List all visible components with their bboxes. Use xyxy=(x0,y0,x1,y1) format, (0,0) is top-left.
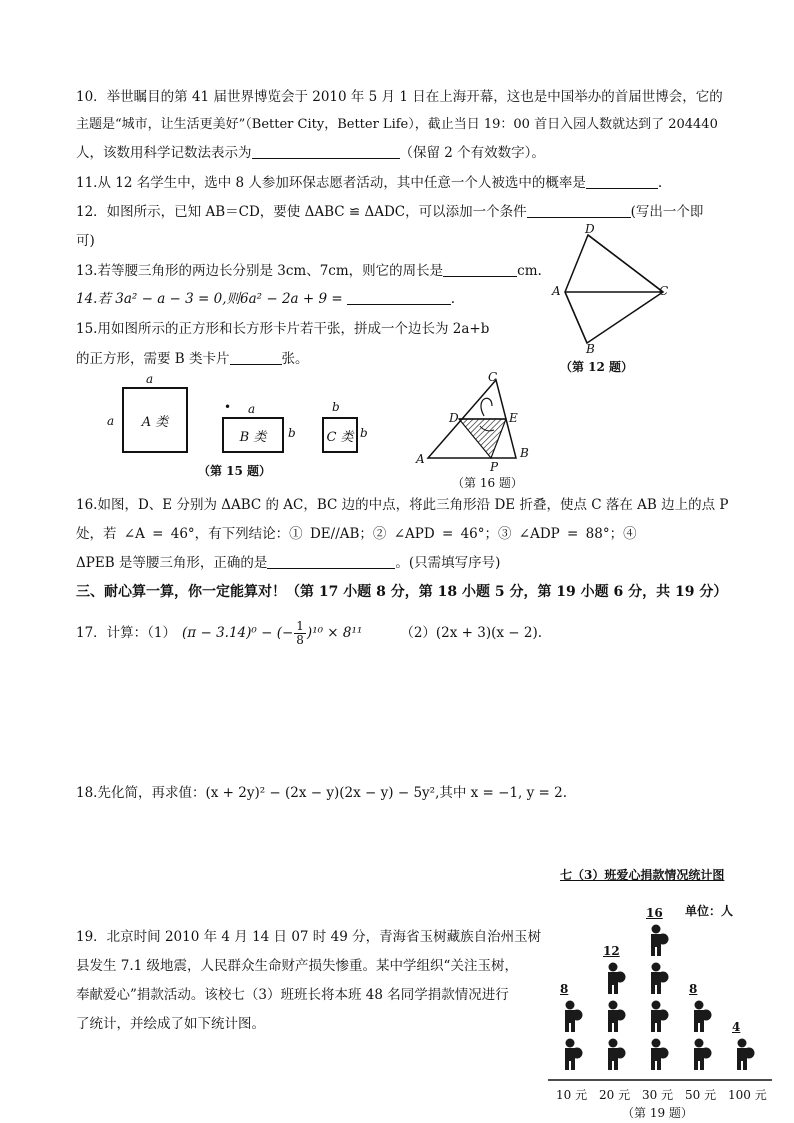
q17-prefix: 17．计算：（1） xyxy=(76,625,177,641)
fig15-card-a xyxy=(122,387,188,453)
q16-line2: 处，若 ∠A = 46°，有下列结论：① DE//AB；② ∠APD = 46°；③ ∠ADP = 88°；④ xyxy=(76,526,637,542)
q14-text: 14.若 3a² − a − 3 = 0,则6a² − 2a + 9 = xyxy=(76,291,343,307)
q17-part2: （2）(2x + 3)(x − 2). xyxy=(400,625,543,641)
chart-bar-3 xyxy=(694,1001,712,1071)
q15-text-tail: 张。 xyxy=(281,351,309,367)
chart-title: 七（3）班爱心捐款情况统计图 xyxy=(560,868,725,882)
q17-line xyxy=(76,620,542,647)
q13-line xyxy=(76,262,542,280)
q19-line1: 19．北京时间 2010 年 4 月 14 日 07 时 49 分，青海省玉树藏族自治州玉树 xyxy=(76,929,542,945)
fig16-label-p: P xyxy=(490,460,499,474)
chart-category-label: 30 元 xyxy=(642,1088,674,1102)
q14-answer-blank[interactable] xyxy=(347,290,451,305)
fig15-card-b xyxy=(222,417,284,453)
fig16-caption: （第 16 题） xyxy=(452,476,523,490)
chart-category-label: 100 元 xyxy=(728,1088,767,1102)
fig15-card-a-label: A 类 xyxy=(141,414,169,430)
q17-expr1a: (π − 3.14)⁰ − (− xyxy=(182,625,294,641)
q15-answer-blank[interactable] xyxy=(230,350,282,365)
q10-line2: 主题是“城市，让生活更美好”（Better City，Better Life），截止当日 19：00 首日入园人数就达到了 204440 xyxy=(76,117,718,132)
person-icon xyxy=(651,925,669,957)
person-icon xyxy=(694,1001,712,1033)
fig12-side-ab xyxy=(565,292,587,343)
person-icon xyxy=(737,1039,755,1071)
chart-bar-2 xyxy=(651,925,669,1071)
q10-line3-tail: （保留 2 个有效数字）。 xyxy=(399,145,545,161)
section3-title: 三、耐心算一算，你一定能算对！（第 17 小题 8 分，第 18 小题 5 分，第 19 小题 6 分，共 19 分） xyxy=(76,584,728,600)
person-icon xyxy=(651,1001,669,1033)
q10-line1: 10．举世瞩目的第 41 届世界博览会于 2010 年 5 月 1 日在上海开幕，这也是中国举办的首届世博会，它的 xyxy=(76,89,723,105)
fig16-label-e: E xyxy=(509,411,518,425)
chart-value-label: 16 xyxy=(646,906,663,920)
q15-line2 xyxy=(76,350,309,368)
person-icon xyxy=(608,963,626,995)
q18-line: 18.先化简，再求值：(x + 2y)² − (2x − y)(2x − y) − 5y²,其中 x = −1, y = 2. xyxy=(76,785,568,801)
fig15-b-card-a-label: a xyxy=(248,402,256,416)
q17-frac-num: 1 xyxy=(296,619,304,633)
q10-line3 xyxy=(76,144,545,162)
person-icon xyxy=(608,1001,626,1033)
fig12-side-cd xyxy=(588,235,663,292)
chart-category-label: 10 元 xyxy=(556,1088,588,1102)
q17-expr1b: )¹⁰ × 8¹¹ xyxy=(306,625,363,641)
q16-text: ΔPEB 是等腰三角形，正确的是 xyxy=(76,555,268,571)
q11-text: 11.从 12 名学生中，选中 8 人参加环保志愿者活动，其中任意一个人被选中的概率是 xyxy=(76,175,586,191)
q11-answer-blank[interactable] xyxy=(586,174,658,189)
fig12-label-d: D xyxy=(585,222,595,236)
fig15-c-right-label: b xyxy=(360,426,368,440)
q15-line1: 15.用如图所示的正方形和长方形卡片若干张，拼成一个边长为 2a+b xyxy=(76,321,490,337)
chart-bar-1 xyxy=(608,963,626,1071)
chart-value-label: 4 xyxy=(732,1020,741,1034)
q10-line3-text: 人，该数用科学记数法表示为 xyxy=(76,145,252,161)
fig15-card-b-label: B 类 xyxy=(239,429,267,445)
q16-text-tail: 。(只需填写序号) xyxy=(395,555,501,571)
fig16-fold-arrow xyxy=(481,398,492,416)
q16-line3 xyxy=(76,554,500,572)
q15-text: 的正方形，需要 B 类卡片 xyxy=(76,351,230,367)
q19-line3: 奉献爱心”捐款活动。该校七（3）班班长将本班 48 名同学捐款情况进行 xyxy=(76,987,509,1003)
q19-line4: 了统计，并绘成了如下统计图。 xyxy=(76,1016,265,1032)
q16-answer-blank[interactable] xyxy=(267,554,395,569)
chart-caption: （第 19 题） xyxy=(622,1106,693,1120)
chart-category-label: 20 元 xyxy=(599,1088,631,1102)
fig15-b-card-b-label: b xyxy=(288,426,296,440)
fig15-a-top-label: a xyxy=(146,372,154,386)
fig16-label-b: B xyxy=(520,446,529,460)
fig12-label-b: B xyxy=(586,342,595,356)
person-icon xyxy=(651,963,669,995)
person-icon xyxy=(651,1039,669,1071)
q19-line2: 县发生 7.1 级地震，人民群众生命财产损失惨重。某中学组织“关注玉树， xyxy=(76,958,518,974)
q12-text-tail: (写出一个即 xyxy=(630,204,704,220)
q12-text: 12．如图所示，已知 AB＝CD，要使 ΔABC ≌ ΔADC，可以添加一个条件 xyxy=(76,204,527,220)
chart-value-label: 12 xyxy=(603,944,620,958)
chart-unit-label: 单位：人 xyxy=(685,904,734,918)
chart-bar-0 xyxy=(565,1001,583,1071)
chart-value-label: 8 xyxy=(560,982,569,996)
fig12-label-c: C xyxy=(659,284,669,298)
q10-answer-blank[interactable] xyxy=(252,144,400,159)
q13-text: 13.若等腰三角形的两边长分别是 3cm、7cm，则它的周长是 xyxy=(76,263,444,279)
q12-line1 xyxy=(76,203,703,221)
q17-fraction xyxy=(294,620,306,647)
fig12-label-a: A xyxy=(552,284,561,298)
person-icon xyxy=(565,1001,583,1033)
fig16-label-a: A xyxy=(416,452,425,466)
q16-line1: 16.如图，D、E 分别为 ΔABC 的 AC，BC 边的中点，将此三角形沿 DE 折叠，使点 C 落在 AB 边上的点 P xyxy=(76,497,729,513)
chart-category-label: 50 元 xyxy=(685,1088,717,1102)
fig15-card-c-label: C 类 xyxy=(326,429,354,445)
q12-answer-blank[interactable] xyxy=(527,203,631,218)
fig16-folded-triangle xyxy=(459,419,506,458)
fig16-label-c: C xyxy=(488,370,498,384)
fig15-caption: （第 15 题） xyxy=(198,464,272,478)
fig12-caption: （第 12 题） xyxy=(560,360,634,374)
q13-unit: cm. xyxy=(517,263,542,279)
chart-bar-4 xyxy=(737,1039,755,1071)
fig15-card-c xyxy=(322,417,358,453)
fig16-label-d: D xyxy=(449,411,459,425)
q11-line: 11.从 12 名学生中，选中 8 人参加环保志愿者活动，其中任意一个人被选中的概率是 . xyxy=(76,175,663,191)
q14-line: 14.若 3a² − a − 3 = 0,则6a² − 2a + 9 = . xyxy=(76,291,455,307)
q17-frac-den: 8 xyxy=(296,633,304,647)
person-icon xyxy=(565,1039,583,1071)
fig15-dot: • xyxy=(224,400,232,414)
fig15-a-left-label: a xyxy=(107,414,115,428)
person-icon xyxy=(694,1039,712,1071)
q13-answer-blank[interactable] xyxy=(443,262,517,277)
q12-line2: 可) xyxy=(76,233,95,249)
fig15-c-top-label: b xyxy=(332,400,340,414)
person-icon xyxy=(608,1039,626,1071)
chart-value-label: 8 xyxy=(689,982,698,996)
